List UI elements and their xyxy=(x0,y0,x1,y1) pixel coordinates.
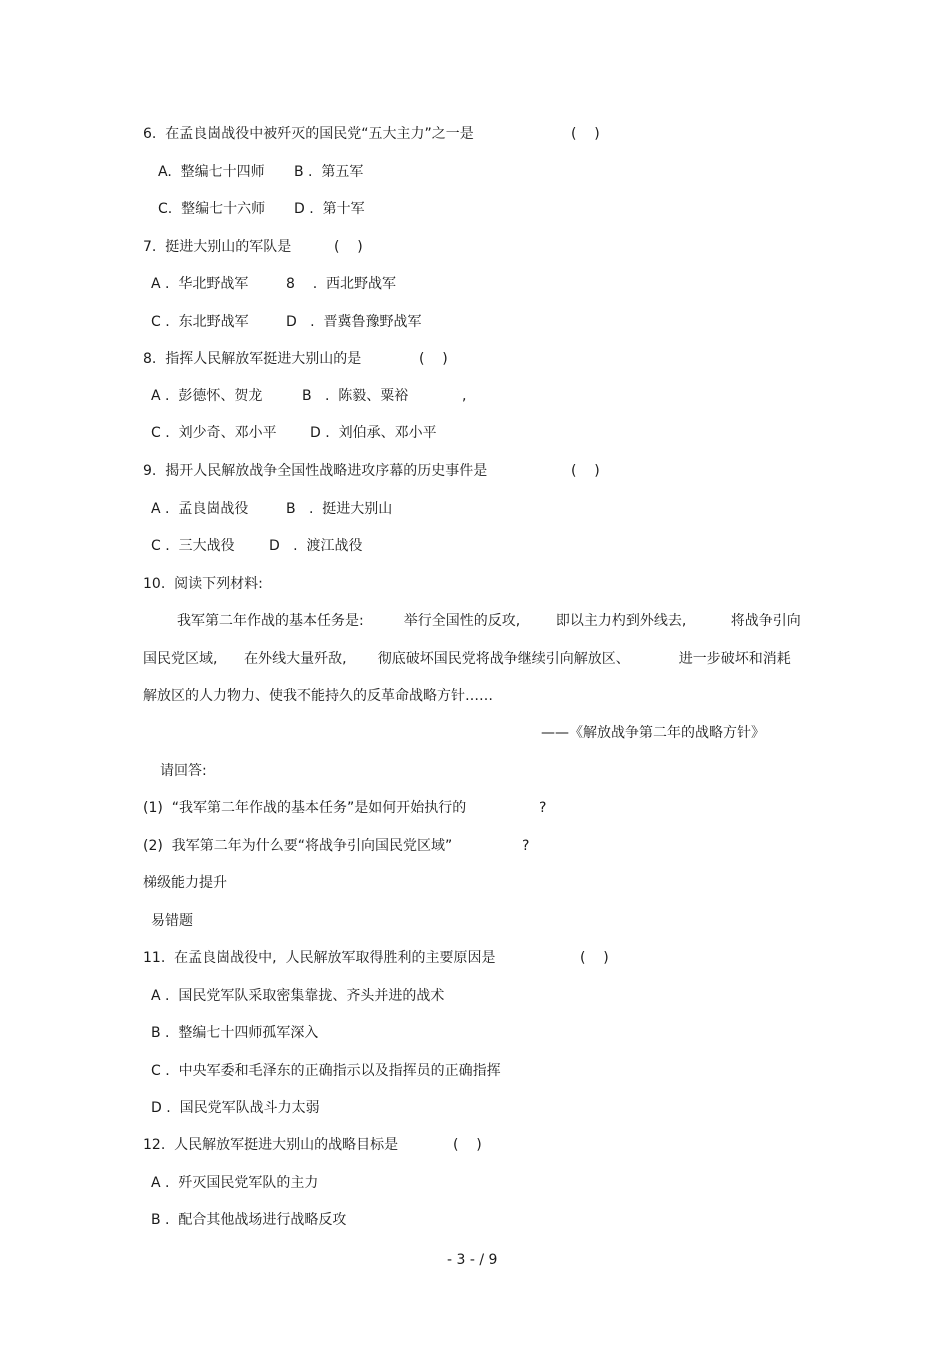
q10-source: ——《解放战争第二年的战略方针》 xyxy=(541,725,765,741)
q10-stem: 10. 阅读下列材料: xyxy=(143,576,263,592)
q8-option-d: D . 刘伯承、邓小平 xyxy=(310,425,437,441)
q10-sub-question-1-mark: ? xyxy=(539,800,547,816)
q7-answer-paren: ( ) xyxy=(334,239,363,255)
q7-option-b: 8 . 西北野战军 xyxy=(286,276,397,292)
q11-option-a: A . 国民党军队采取密集靠拢、齐头并进的战术 xyxy=(151,988,445,1004)
q11-stem: 11. 在孟良崮战役中, 人民解放军取得胜利的主要原因是 xyxy=(143,950,496,966)
q8-stem: 8. 指挥人民解放军挺进大别山的是 xyxy=(143,351,362,367)
q9-option-b: B . 挺进大别山 xyxy=(286,501,393,517)
q6-stem: 6. 在孟良崮战役中被歼灭的国民党“五大主力”之一是 xyxy=(143,126,474,142)
page-number: - 3 - / 9 xyxy=(447,1252,498,1268)
q9-option-d: D . 渡江战役 xyxy=(269,538,363,554)
q9-option-c: C . 三大战役 xyxy=(151,538,235,554)
q6-option-d: D . 第十军 xyxy=(294,201,365,217)
q11-option-c: C . 中央军委和毛泽东的正确指示以及指挥员的正确指挥 xyxy=(151,1063,501,1079)
q11-answer-paren: ( ) xyxy=(580,950,609,966)
q7-option-a: A . 华北野战军 xyxy=(151,276,249,292)
q10-material-line-2: 国民党区域, 在外线大量歼敌, 彻底破坏国民党将战争继续引向解放区、 进一步破坏和消耗 xyxy=(143,651,791,667)
q8-answer-paren: ( ) xyxy=(419,351,448,367)
q11-option-d: D . 国民党军队战斗力太弱 xyxy=(151,1100,320,1116)
section-subtitle: 易错题 xyxy=(151,913,193,929)
q8-option-c: C . 刘少奇、邓小平 xyxy=(151,425,277,441)
q10-sub-question-1: (1) “我军第二年作战的基本任务”是如何开始执行的 xyxy=(143,800,467,816)
q11-option-b: B . 整编七十四师孤军深入 xyxy=(151,1025,319,1041)
q8-option-b: B . 陈毅、粟裕 xyxy=(302,388,409,404)
q6-option-a: A. 整编七十四师 xyxy=(158,164,265,180)
q9-option-a: A . 孟良崮战役 xyxy=(151,501,249,517)
q9-answer-paren: ( ) xyxy=(571,463,600,479)
q8-option-a: A . 彭德怀、贺龙 xyxy=(151,388,263,404)
q10-material-line-3: 解放区的人力物力、使我不能持久的反革命战略方针…… xyxy=(143,688,493,704)
q10-sub-question-2: (2) 我军第二年为什么要“将战争引向国民党区域” xyxy=(143,838,453,854)
q7-option-c: C . 东北野战军 xyxy=(151,314,249,330)
q12-option-a: A . 歼灭国民党军队的主力 xyxy=(151,1175,319,1191)
q6-option-b: B . 第五军 xyxy=(294,164,364,180)
q7-option-d: D . 晋冀鲁豫野战军 xyxy=(286,314,422,330)
q7-stem: 7. 挺进大别山的军队是 xyxy=(143,239,292,255)
q9-stem: 9. 揭开人民解放战争全国性战略进攻序幕的历史事件是 xyxy=(143,463,488,479)
q6-answer-paren: ( ) xyxy=(571,126,600,142)
q10-material-line-1: 我军第二年作战的基本任务是: 举行全国性的反攻, 即以主力杓到外线去, 将战争引向 xyxy=(177,613,801,629)
q6-option-c: C. 整编七十六师 xyxy=(158,201,266,217)
section-title: 梯级能力提升 xyxy=(143,875,227,891)
q10-sub-question-2-mark: ? xyxy=(522,838,530,854)
q12-stem: 12. 人民解放军挺进大别山的战略目标是 xyxy=(143,1137,399,1153)
q12-option-b: B . 配合其他战场进行战略反攻 xyxy=(151,1212,347,1228)
q10-ask: 请回答: xyxy=(160,763,207,779)
q8-stray-comma: , xyxy=(462,388,467,404)
q12-answer-paren: ( ) xyxy=(453,1137,482,1153)
